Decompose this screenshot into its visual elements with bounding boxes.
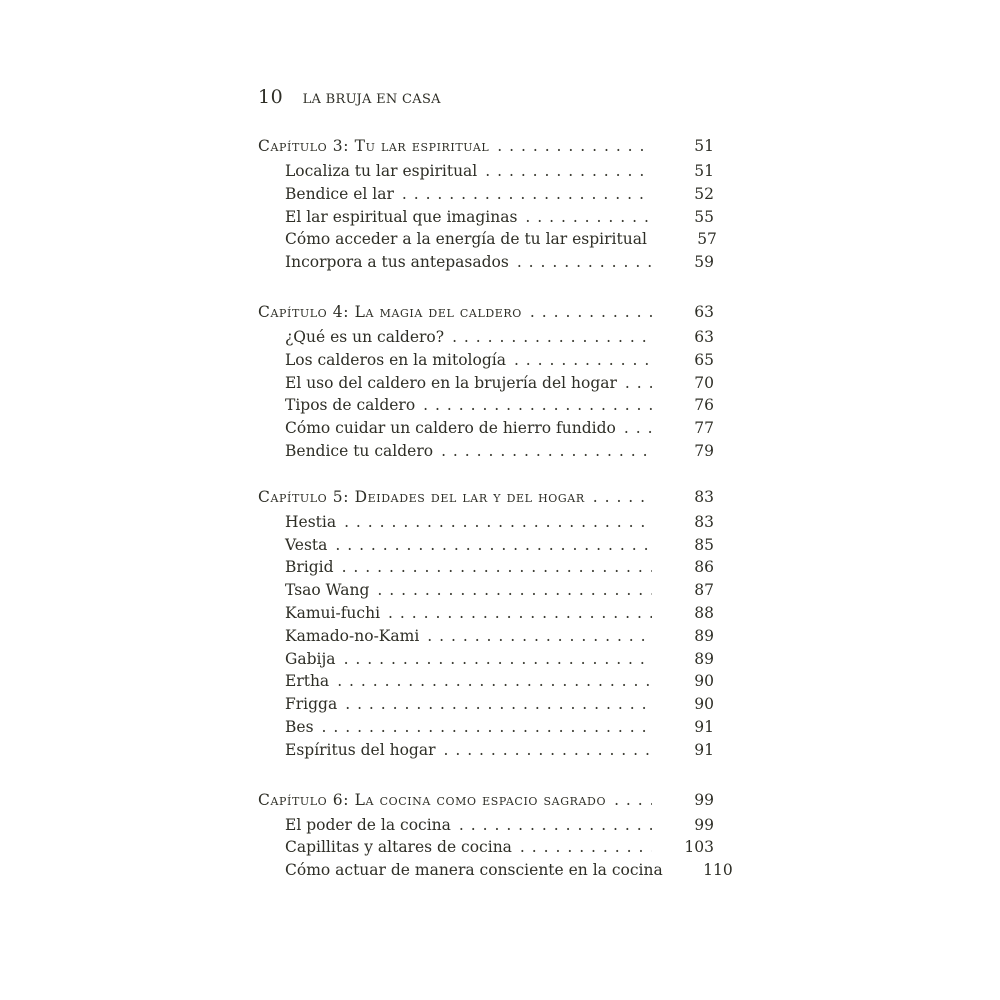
entry-title: Frigga	[285, 695, 338, 714]
chapter-prefix: Capítulo 6:	[258, 790, 355, 809]
entry-page-number: 85	[694, 535, 714, 554]
dot-leader	[443, 739, 652, 762]
toc-entry[interactable]	[258, 326, 714, 349]
entry-title: Bendice tu caldero	[285, 441, 434, 460]
entry-title: El lar espiritual que imaginas	[285, 207, 518, 226]
entry-page-number: 52	[694, 184, 714, 203]
entry-title: Incorpora a tus antepasados	[285, 253, 509, 272]
chapter-name: La cocina como espacio sagrado	[354, 790, 607, 809]
entry-page-number: 57	[697, 230, 717, 249]
entry-page-number: 79	[694, 441, 714, 460]
entry-page-number: 77	[694, 419, 714, 438]
entry-title: ¿Qué es un caldero?	[285, 327, 445, 346]
toc-entry[interactable]	[258, 534, 714, 557]
entry-title: El poder de la cocina	[285, 815, 451, 834]
toc-entry[interactable]	[258, 511, 714, 534]
dot-leader	[593, 485, 652, 509]
dot-leader	[520, 836, 652, 859]
dot-leader	[377, 579, 652, 602]
dot-leader	[345, 693, 652, 716]
entry-title: Kamui-fuchi	[285, 603, 381, 622]
chapter-page-number: 51	[694, 137, 714, 155]
entry-title: Espíritus del hogar	[285, 740, 436, 759]
chapter-name: La magia del caldero	[354, 302, 522, 321]
chapter-heading[interactable]	[258, 485, 714, 509]
toc-entry[interactable]	[258, 228, 717, 251]
entry-page-number: 87	[694, 581, 714, 600]
running-head	[258, 87, 441, 110]
entry-title: Bendice el lar	[285, 184, 394, 203]
entry-title: Cómo cuidar un caldero de hierro fundido	[285, 419, 616, 438]
chapter-section	[258, 134, 717, 274]
chapter-section	[258, 300, 714, 463]
chapter-heading[interactable]	[258, 300, 714, 324]
dot-leader	[459, 814, 652, 837]
entry-page-number: 63	[694, 327, 714, 346]
entry-page-number: 59	[694, 253, 714, 272]
entry-page-number: 90	[694, 672, 714, 691]
entry-page-number: 65	[694, 350, 714, 369]
page-number: 10	[258, 86, 284, 108]
entry-title: Cómo acceder a la energía de tu lar espiritual	[285, 230, 647, 249]
toc-entry[interactable]	[258, 693, 714, 716]
toc-entry[interactable]	[258, 716, 714, 739]
chapter-title	[258, 788, 606, 812]
dot-leader	[344, 648, 652, 671]
entry-title: Ertha	[285, 672, 330, 691]
dot-leader	[497, 134, 652, 158]
chapter-page-number: 83	[694, 487, 714, 506]
entry-title: Capillitas y altares de cocina	[285, 838, 512, 857]
entry-title: Gabija	[285, 649, 336, 668]
toc-entry[interactable]	[258, 183, 714, 206]
toc-entry[interactable]	[258, 625, 714, 648]
toc-entry[interactable]	[258, 556, 714, 579]
entry-title: Vesta	[285, 535, 328, 554]
toc-entry[interactable]	[258, 739, 714, 762]
entry-page-number: 55	[694, 207, 714, 226]
toc-entry[interactable]	[258, 372, 714, 395]
toc-entry[interactable]	[258, 251, 714, 274]
entry-page-number: 70	[694, 373, 714, 392]
entry-title: Los calderos en la mitología	[285, 350, 506, 369]
chapter-heading[interactable]	[258, 134, 714, 158]
chapter-page-number: 63	[694, 302, 714, 321]
entry-page-number: 86	[694, 558, 714, 577]
entry-page-number: 89	[694, 626, 714, 645]
entry-page-number: 89	[694, 649, 714, 668]
chapter-prefix: Capítulo 5:	[258, 487, 355, 506]
entry-title: Tipos de caldero	[285, 396, 416, 415]
toc-entry[interactable]	[258, 602, 714, 625]
dot-leader	[402, 183, 652, 206]
dot-leader	[342, 556, 652, 579]
entry-title: Hestia	[285, 512, 337, 531]
dot-leader	[441, 440, 652, 463]
toc-entry[interactable]	[258, 836, 714, 859]
entry-page-number: 91	[694, 717, 714, 736]
entry-page-number: 110	[703, 861, 733, 880]
chapter-title	[258, 300, 522, 324]
dot-leader	[525, 206, 652, 229]
entry-page-number: 99	[694, 815, 714, 834]
book-title: LA BRUJA EN CASA	[302, 92, 441, 107]
entry-title: Tsao Wang	[285, 581, 370, 600]
dot-leader	[485, 160, 652, 183]
entry-title: El uso del caldero en la brujería del hogar	[285, 373, 617, 392]
entry-page-number: 76	[694, 396, 714, 415]
entry-page-number: 88	[694, 603, 714, 622]
chapter-name: Deidades del lar y del hogar	[354, 487, 585, 506]
toc-entry[interactable]	[258, 579, 714, 602]
toc-entry[interactable]	[258, 417, 714, 440]
toc-entry[interactable]	[258, 394, 714, 417]
entry-page-number: 90	[694, 695, 714, 714]
chapter-name: Tu lar espiritual	[354, 137, 490, 155]
table-of-contents	[258, 134, 733, 908]
dot-leader	[427, 625, 652, 648]
dot-leader	[530, 300, 652, 324]
toc-entry[interactable]	[258, 349, 714, 372]
chapter-page-number: 99	[694, 790, 714, 809]
entry-title: Localiza tu lar espiritual	[285, 162, 478, 180]
toc-entry[interactable]	[258, 859, 733, 882]
chapter-section	[258, 485, 714, 762]
toc-entry[interactable]	[258, 440, 714, 463]
entry-page-number: 51	[694, 162, 714, 180]
dot-leader	[614, 788, 652, 812]
toc-entry[interactable]	[258, 814, 714, 837]
dot-leader	[624, 417, 652, 440]
dot-leader	[335, 534, 652, 557]
toc-entry[interactable]	[258, 206, 714, 229]
entry-title: Brigid	[285, 558, 334, 577]
entry-title: Bes	[285, 717, 314, 736]
toc-entry[interactable]	[258, 160, 714, 183]
toc-entry[interactable]	[258, 648, 714, 671]
chapter-prefix: Capítulo 3:	[258, 137, 355, 155]
chapter-heading[interactable]	[258, 788, 714, 812]
entry-title: Kamado-no-Kami	[285, 626, 420, 645]
dot-leader	[517, 251, 652, 274]
dot-leader	[344, 511, 652, 534]
dot-leader	[337, 670, 652, 693]
dot-leader	[514, 349, 652, 372]
dot-leader	[625, 372, 652, 395]
entry-page-number: 83	[694, 512, 714, 531]
chapter-title	[258, 485, 585, 509]
chapter-prefix: Capítulo 4:	[258, 302, 355, 321]
entry-title: Cómo actuar de manera consciente en la cocina	[285, 861, 663, 880]
dot-leader	[423, 394, 652, 417]
dot-leader	[322, 716, 652, 739]
chapter-title	[258, 134, 489, 158]
dot-leader	[452, 326, 652, 349]
entry-page-number: 91	[694, 740, 714, 759]
chapter-section	[258, 788, 733, 882]
toc-entry[interactable]	[258, 670, 714, 693]
dot-leader	[388, 602, 652, 625]
entry-page-number: 103	[684, 838, 714, 857]
